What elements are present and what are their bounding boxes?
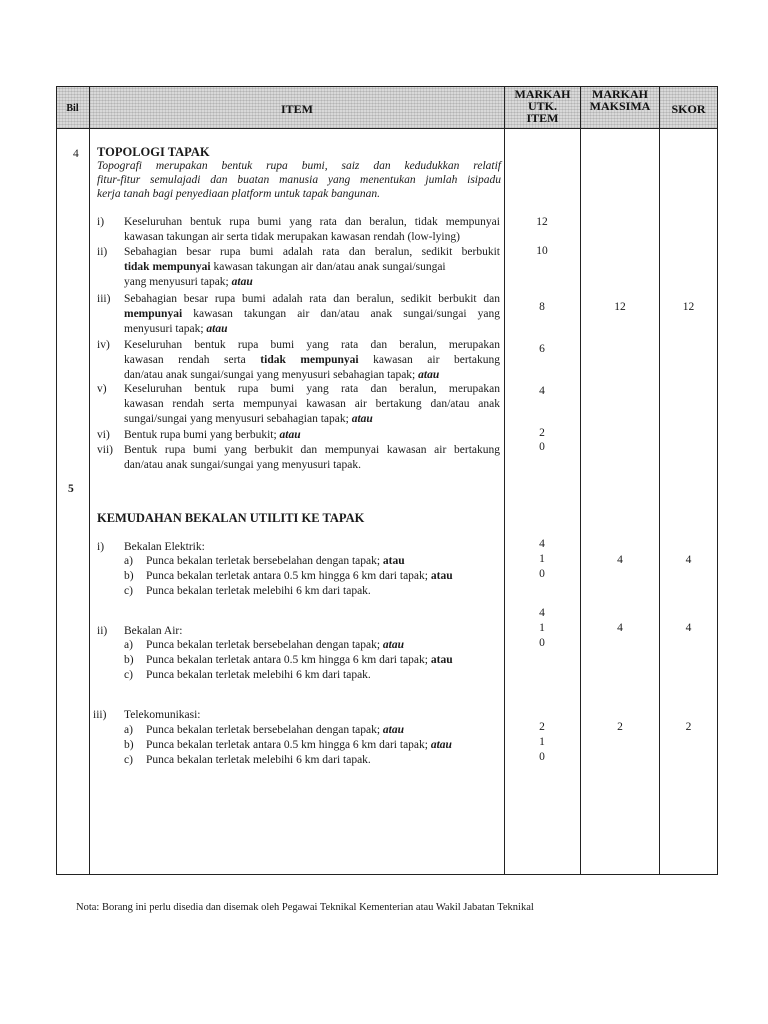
item-text: Sebahagian besar rupa bumi adalah rata dan beralun, sedikit berbukit — [124, 246, 500, 258]
header-markah-maksima: MARKAH MAKSIMA — [589, 87, 651, 113]
option-mark: 1 — [539, 553, 545, 565]
option-mark: 2 — [539, 721, 545, 733]
group-label: Bekalan Elektrik: — [124, 541, 205, 553]
option-mark: 4 — [539, 538, 545, 550]
item-text: kawasan rendah serta mempunyai kawasan air bertakung dan/atau anak — [124, 398, 500, 410]
item-number: iv) — [97, 339, 110, 351]
footer-note: Nota: Borang ini perlu disedia dan disemak oleh Pegawai Teknikal Kementerian atau Wakil Jabatan Teknikal — [76, 902, 534, 913]
section-description-line: kerja tanah bagi penyediaan platform untuk tapak bangunan. — [97, 188, 380, 200]
item-mark: 12 — [536, 216, 548, 228]
score: 2 — [685, 721, 692, 733]
max-mark: 4 — [617, 622, 623, 634]
group-number: iii) — [93, 709, 107, 721]
option-mark: 0 — [539, 568, 545, 580]
item-text: dan/atau anak sungai/sungai yang menyusuri sebahagian tapak; atau — [124, 369, 440, 381]
max-mark: 12 — [614, 301, 626, 313]
item-mark: 8 — [539, 301, 545, 313]
section-number: 5 — [68, 483, 74, 495]
section-description-line: fitur-fitur semulajadi dan buatan manusia yang menentukan jumlah isipadu — [97, 174, 501, 186]
item-text: menyusuri tapak; atau — [124, 323, 228, 335]
option-text: Punca bekalan terletak antara 0.5 km hingga 6 km dari tapak; atau — [146, 654, 453, 666]
item-number: vii) — [97, 444, 113, 456]
item-mark: 2 — [539, 427, 545, 439]
max-mark: 4 — [617, 554, 623, 566]
option-letter: a) — [124, 724, 133, 736]
option-letter: c) — [124, 585, 133, 597]
score: 12 — [682, 301, 695, 313]
item-text: Bentuk rupa bumi yang berbukit dan mempunyai kawasan air bertakung — [124, 444, 500, 456]
group-number: ii) — [97, 625, 108, 637]
item-text: Bentuk rupa bumi yang berbukit; atau — [124, 429, 301, 441]
option-letter: a) — [124, 555, 133, 567]
header-markah-utk-item: MARKAH UTK. ITEM — [514, 87, 571, 125]
group-label: Bekalan Air: — [124, 625, 183, 637]
item-text: Keseluruhan bentuk rupa bumi yang rata dan beralun, merupakan — [124, 383, 500, 395]
item-mark: 4 — [539, 385, 545, 397]
option-text: Punca bekalan terletak melebihi 6 km dari tapak. — [146, 669, 371, 681]
option-mark: 0 — [539, 637, 545, 649]
option-letter: b) — [124, 654, 134, 666]
option-letter: a) — [124, 639, 133, 651]
max-mark: 2 — [617, 721, 623, 733]
item-number: ii) — [97, 246, 108, 258]
item-text: mempunyai kawasan takungan air dan/atau anak sungai/sungai yang — [124, 308, 500, 320]
item-text: kawasan rendah serta tidak mempunyai kawasan air bertakung — [124, 354, 500, 366]
item-text: dan/atau anak sungai/sungai yang menyusuri tapak. — [124, 459, 361, 471]
header-item: ITEM — [280, 102, 313, 116]
option-mark: 4 — [539, 607, 545, 619]
option-letter: c) — [124, 669, 133, 681]
item-text: yang menyusuri tapak; atau — [124, 276, 253, 288]
score: 4 — [685, 554, 692, 566]
option-letter: b) — [124, 739, 134, 751]
header-bil: Bil — [66, 103, 79, 114]
item-text: Sebahagian besar rupa bumi adalah rata dan beralun, sedikit berbukit dan — [124, 293, 500, 305]
option-letter: b) — [124, 570, 134, 582]
section-description-line: Topografi merupakan bentuk rupa bumi, saiz dan kedudukkan relatif — [97, 160, 501, 172]
item-number: iii) — [97, 293, 111, 305]
item-mark: 10 — [536, 245, 548, 257]
option-mark: 0 — [539, 751, 545, 763]
option-mark: 1 — [539, 736, 545, 748]
score: 4 — [685, 622, 692, 634]
item-text: Keseluruhan bentuk rupa bumi yang rata dan beralun, merupakan — [124, 339, 500, 351]
group-number: i) — [97, 541, 105, 553]
section-title: KEMUDAHAN BEKALAN UTILITI KE TAPAK — [97, 511, 365, 525]
option-text: Punca bekalan terletak antara 0.5 km hingga 6 km dari tapak; atau — [146, 570, 453, 582]
item-number: v) — [97, 383, 107, 395]
item-text: Keseluruhan bentuk rupa bumi yang rata dan beralun, tidak mempunyai — [124, 216, 500, 228]
option-letter: c) — [124, 754, 133, 766]
header-skor: SKOR — [671, 102, 706, 116]
section-title: TOPOLOGI TAPAK — [97, 145, 210, 159]
option-text: Punca bekalan terletak bersebelahan dengan tapak; atau — [146, 639, 405, 651]
item-mark: 6 — [539, 343, 545, 355]
option-text: Punca bekalan terletak melebihi 6 km dari tapak. — [146, 754, 371, 766]
item-number: i) — [97, 216, 105, 228]
item-text: sungai/sungai yang menyusuri sebahagian tapak; atau — [124, 413, 373, 425]
option-text: Punca bekalan terletak melebihi 6 km dari tapak. — [146, 585, 371, 597]
item-number: vi) — [97, 429, 110, 441]
item-text: kawasan takungan air serta tidak merupakan kawasan rendah (low-lying) — [124, 231, 460, 243]
option-mark: 1 — [539, 622, 545, 634]
group-label: Telekomunikasi: — [124, 709, 201, 721]
section-number: 4 — [73, 148, 79, 160]
option-text: Punca bekalan terletak antara 0.5 km hingga 6 km dari tapak; atau — [146, 739, 452, 751]
option-text: Punca bekalan terletak bersebelahan dengan tapak; atau — [146, 555, 405, 567]
item-mark: 0 — [539, 441, 545, 453]
item-text: tidak mempunyai kawasan takungan air dan/atau anak sungai/sungai — [124, 261, 446, 273]
option-text: Punca bekalan terletak bersebelahan dengan tapak; atau — [146, 724, 405, 736]
